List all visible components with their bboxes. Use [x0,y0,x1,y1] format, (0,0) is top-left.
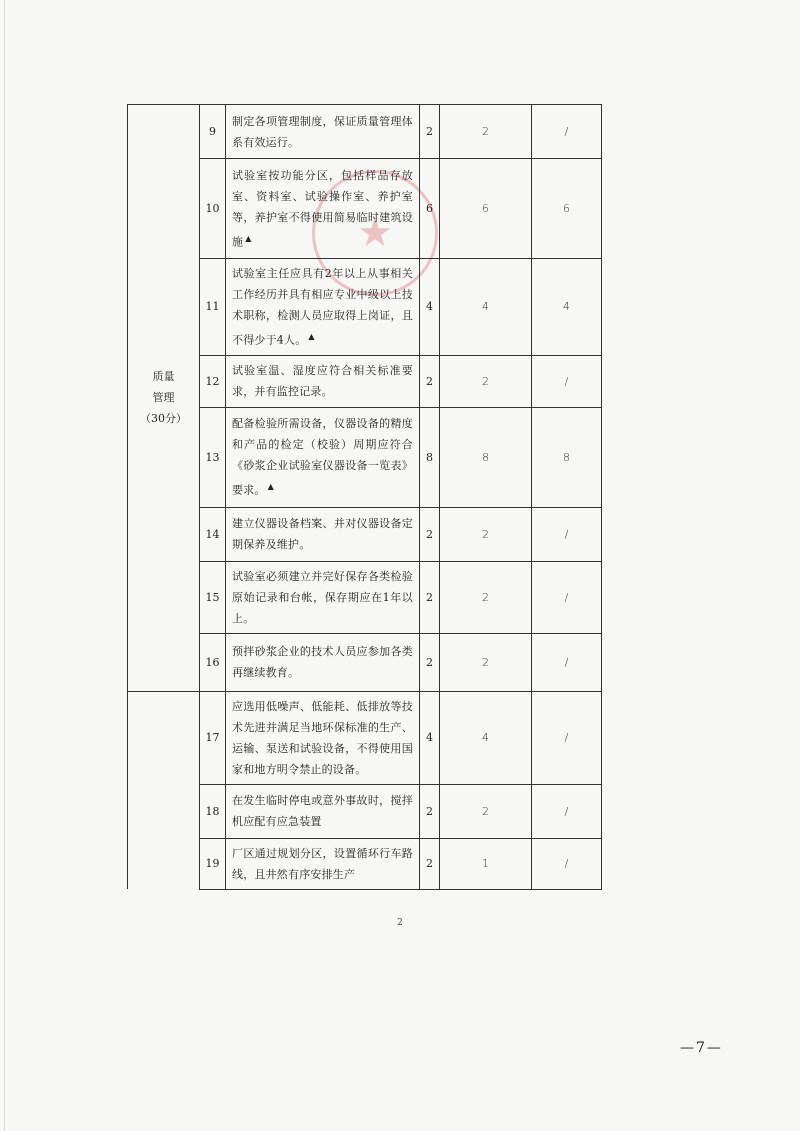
item-number: 19 [200,838,226,889]
max-score: 2 [420,355,440,407]
self-score: 8 [440,407,532,507]
item-number: 16 [200,633,226,691]
requirement-cell [226,691,420,784]
table-row [128,561,602,633]
table-row [128,633,602,691]
requirement-text: 配备检验所需设备，仪器设备的精度和产品的检定（校验）周期应符合《砂浆企业试验室仪器设备一览表》要求。 [232,417,413,497]
table-row [128,838,602,889]
self-score: 2 [440,784,532,838]
table-row [128,784,602,838]
requirement-cell [226,105,420,159]
max-score: 2 [420,838,440,889]
requirement-cell [226,507,420,561]
key-item-triangle-icon: ▲ [267,482,274,492]
self-score: 1 [440,838,532,889]
max-score: 2 [420,105,440,159]
item-number: 15 [200,561,226,633]
requirement-cell [226,355,420,407]
requirement-text: 应选用低噪声、低能耗、低排放等技术先进并满足当地环保标准的生产、运输、泵送和试验设备，不得使用国家和地方明令禁止的设备。 [232,699,413,776]
item-number: 18 [200,784,226,838]
requirement-cell [226,259,420,356]
requirement-text: 在发生临时停电或意外事故时，搅拌机应配有应急装置 [232,794,413,829]
requirement-text: 试验室必须建立并完好保存各类检验原始记录和台帐，保存期应在1年以上。 [232,569,413,625]
self-score: 6 [440,159,532,259]
inner-page-number: 2 [397,918,403,928]
review-score: 6 [532,159,602,259]
requirement-text: 试验室按功能分区，包括样品存放室、资料室、试验操作室、养护室等，养护室不得使用简易临时建筑设施 [232,168,413,249]
item-number: 13 [200,407,226,507]
key-item-triangle-icon: ▲ [308,332,315,341]
review-score: / [532,355,602,407]
self-score: 2 [440,355,532,407]
max-score: 8 [420,407,440,507]
review-score: / [532,838,602,889]
page-edge [4,0,5,1131]
max-score: 6 [420,159,440,259]
review-score: 8 [532,407,602,507]
item-number: 10 [200,159,226,259]
self-score: 2 [440,561,532,633]
review-score: / [532,633,602,691]
self-score: 2 [440,507,532,561]
item-number: 14 [200,507,226,561]
item-number: 11 [200,259,226,356]
item-number: 9 [200,105,226,159]
requirement-text: 试验室温、湿度应符合相关标准要求，并有监控记录。 [232,364,413,399]
category-cell-quality-management [128,105,200,692]
table-row [128,259,602,356]
max-score: 2 [420,507,440,561]
requirement-cell [226,633,420,691]
max-score: 4 [420,259,440,356]
table-row [128,105,602,159]
outer-page-number: —7— [680,1040,723,1056]
table-row [128,355,602,407]
requirement-text: 试验室主任应具有2年以上从事相关工作经历并具有相应专业中级以上技术职称，检测人员应取得上岗证，且不得少于4人。 [232,267,413,347]
max-score: 4 [420,691,440,784]
self-score: 2 [440,633,532,691]
review-score: / [532,507,602,561]
item-number: 17 [200,691,226,784]
table-row [128,507,602,561]
seal-star-icon: ★ [357,210,393,256]
item-number: 12 [200,355,226,407]
table-row [128,159,602,259]
review-score: 4 [532,259,602,356]
category-label-line: 质量 [152,370,175,384]
category-cell-continued [128,691,200,889]
requirement-text: 预拌砂浆企业的技术人员应参加各类再继续教育。 [232,645,413,680]
max-score: 2 [420,784,440,838]
requirement-cell [226,407,420,507]
self-score: 2 [440,105,532,159]
requirement-cell [226,159,420,259]
requirement-text: 建立仪器设备档案、并对仪器设备定期保养及维护。 [232,517,413,552]
review-score: / [532,691,602,784]
table-row [128,691,602,784]
key-item-triangle-icon: ▲ [245,233,252,243]
review-score: / [532,784,602,838]
requirement-text: 厂区通过规划分区，设置循环行车路线，且井然有序安排生产 [232,846,413,881]
category-label-line: （30分） [140,412,187,426]
requirement-cell [226,838,420,889]
max-score: 2 [420,561,440,633]
category-label-line: 管理 [152,391,175,405]
table-row [128,407,602,507]
self-score: 4 [440,691,532,784]
score-table [127,104,602,890]
requirement-cell [226,561,420,633]
requirement-text: 制定各项管理制度，保证质量管理体系有效运行。 [232,114,413,149]
requirement-cell [226,784,420,838]
review-score: / [532,105,602,159]
review-score: / [532,561,602,633]
max-score: 2 [420,633,440,691]
self-score: 4 [440,259,532,356]
